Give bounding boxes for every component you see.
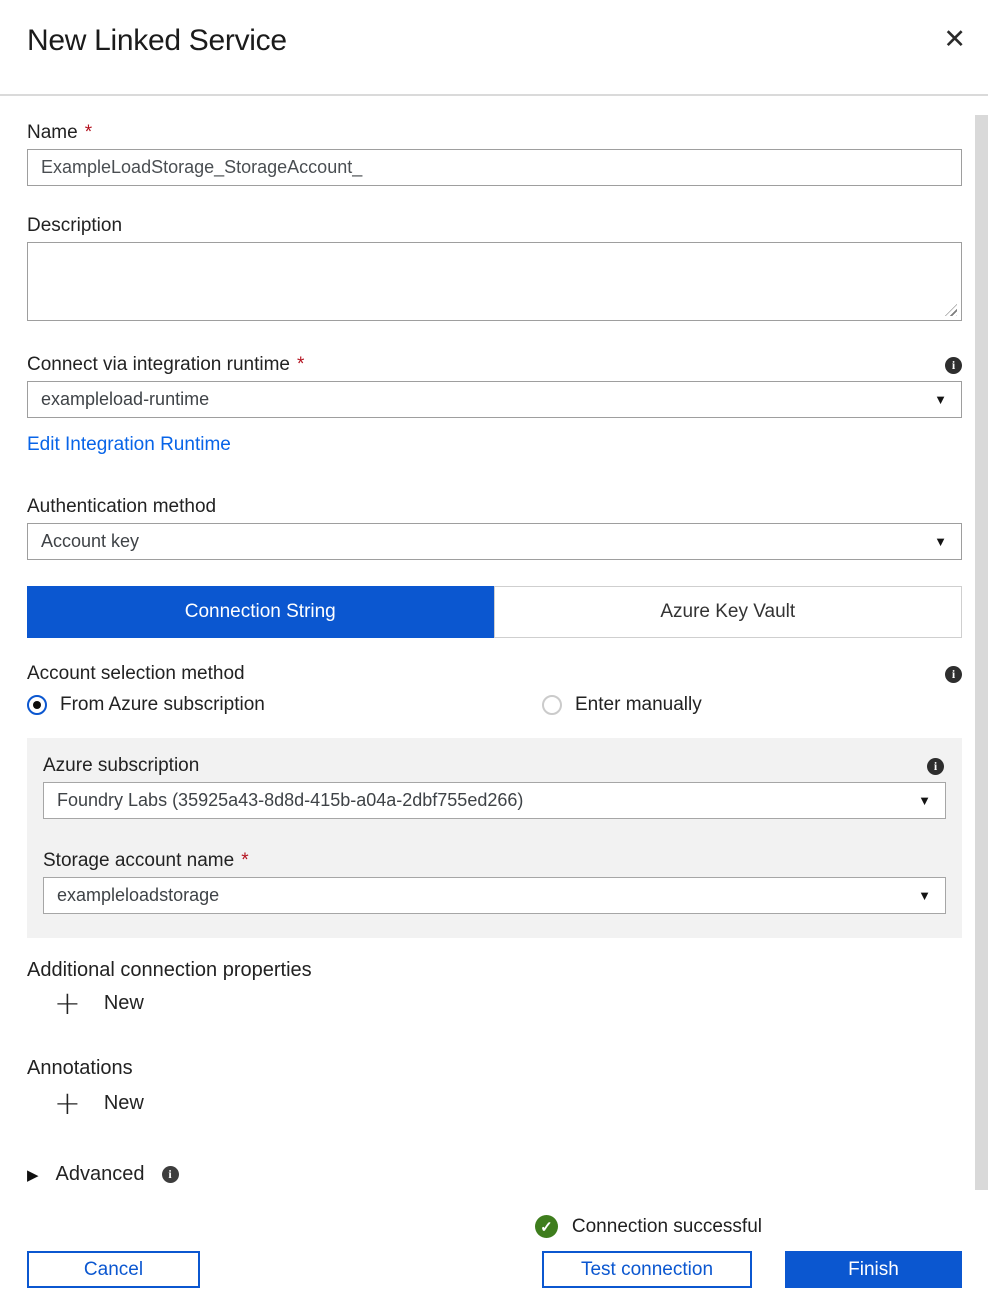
- radio-selected-icon: [27, 695, 47, 715]
- finish-button[interactable]: Finish: [785, 1251, 962, 1288]
- success-check-icon: ✓: [535, 1215, 558, 1238]
- add-annotation-button[interactable]: + New: [54, 1084, 144, 1122]
- authentication-method-value: Account key: [41, 531, 140, 551]
- radio-from-azure-subscription[interactable]: From Azure subscription: [27, 694, 542, 716]
- advanced-expander[interactable]: [27, 1163, 179, 1186]
- azure-subscription-panel: [27, 738, 962, 938]
- dialog-body: [0, 121, 988, 1288]
- info-icon[interactable]: i: [945, 666, 962, 683]
- description-label: Description: [27, 215, 123, 236]
- required-marker: *: [241, 850, 249, 871]
- integration-runtime-value: exampleload-runtime: [41, 389, 210, 409]
- edit-integration-runtime-link[interactable]: Edit Integration Runtime: [27, 434, 231, 455]
- dialog-header: [0, 0, 988, 96]
- chevron-right-icon: ▶: [27, 1166, 39, 1184]
- dialog-footer: [27, 1251, 962, 1288]
- plus-icon: +: [54, 984, 81, 1022]
- chevron-down-icon: ▼: [918, 793, 931, 808]
- info-icon[interactable]: i: [162, 1166, 179, 1183]
- close-icon[interactable]: ✕: [943, 24, 966, 54]
- integration-runtime-label: Connect via integration runtime: [27, 354, 290, 375]
- authentication-method-dropdown[interactable]: [27, 523, 962, 560]
- name-input[interactable]: [27, 149, 962, 186]
- info-icon[interactable]: i: [945, 357, 962, 374]
- radio-enter-manually[interactable]: Enter manually: [542, 694, 702, 716]
- cancel-button[interactable]: Cancel: [27, 1251, 200, 1288]
- credential-source-tabs: [27, 586, 962, 638]
- required-marker: *: [84, 122, 93, 143]
- azure-subscription-value: Foundry Labs (35925a43-8d8d-415b-a04a-2dbf755ed266): [57, 790, 524, 810]
- authentication-method-label: Authentication method: [27, 496, 217, 517]
- test-connection-button[interactable]: Test connection: [542, 1251, 752, 1288]
- annotations-label: Annotations: [27, 1057, 133, 1079]
- tab-connection-string[interactable]: Connection String: [27, 586, 494, 638]
- page-title: New Linked Service: [27, 24, 287, 57]
- azure-subscription-dropdown[interactable]: [43, 782, 946, 819]
- info-icon[interactable]: i: [927, 758, 944, 775]
- description-textarea[interactable]: [27, 242, 962, 321]
- name-label: Name: [27, 122, 78, 143]
- storage-account-name-value: exampleloadstorage: [57, 885, 220, 905]
- chevron-down-icon: ▼: [918, 888, 931, 903]
- storage-account-name-label: Storage account name: [43, 850, 235, 871]
- integration-runtime-dropdown[interactable]: [27, 381, 962, 418]
- account-selection-method-label: Account selection method: [27, 663, 245, 684]
- advanced-label: Advanced: [55, 1163, 145, 1185]
- account-selection-radio-group: [27, 694, 962, 716]
- azure-subscription-label: Azure subscription: [43, 755, 200, 776]
- additional-connection-properties-label: Additional connection properties: [27, 959, 312, 981]
- required-marker: *: [296, 354, 305, 375]
- radio-unselected-icon: [542, 695, 562, 715]
- status-message: Connection successful: [571, 1215, 762, 1237]
- chevron-down-icon: ▼: [934, 534, 947, 549]
- vertical-scrollbar[interactable]: [975, 115, 988, 1190]
- plus-icon: +: [54, 1084, 81, 1122]
- storage-account-name-dropdown[interactable]: [43, 877, 946, 914]
- chevron-down-icon: ▼: [934, 392, 947, 407]
- tab-azure-key-vault[interactable]: Azure Key Vault: [494, 586, 963, 638]
- add-connection-property-button[interactable]: + New: [54, 984, 144, 1022]
- connection-status: [27, 1215, 962, 1238]
